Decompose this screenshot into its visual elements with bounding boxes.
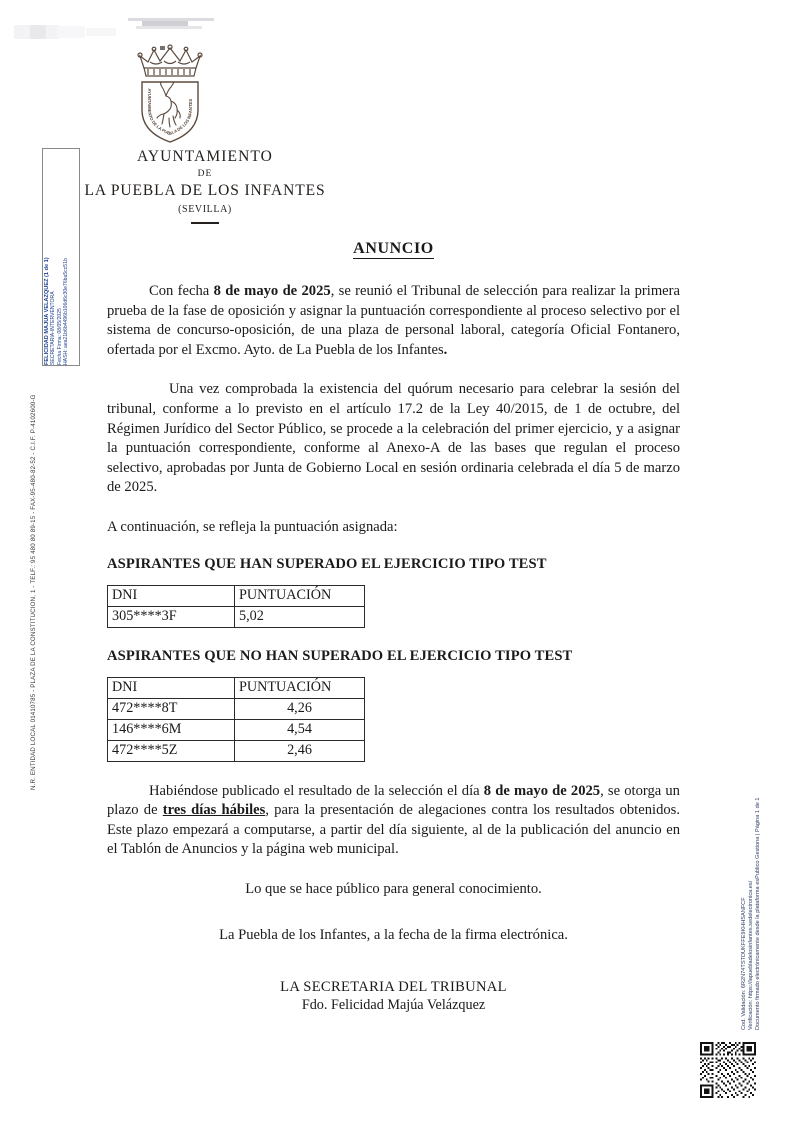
p4-mid: , se otorga un plazo de	[107, 782, 680, 819]
signatory-name: Fdo. Felicidad Majúa Velázquez	[301, 997, 486, 1014]
p4-prefix: Habiéndose publicado el resultado de la selección el día	[149, 782, 484, 799]
paragraph-publico: Lo que se hace público para general conocimiento.	[245, 880, 542, 897]
stamp-hash: HASH: aea21b6b4496b106d6c30e76ba5cc51b	[62, 258, 69, 365]
coat-of-arms-icon	[128, 38, 212, 148]
column-header-dni: DNI	[108, 677, 235, 698]
column-header-dni: DNI	[108, 585, 235, 606]
cell-score: 4,26	[235, 698, 365, 719]
p4-rest: , para la presentación de alegaciones contra los resultados obtenidos. Este plazo empezará a computarse, a partir del día siguiente, al de la publicación del anuncio en el Tablón de Anuncios y la página web municipal.	[107, 802, 680, 858]
letterhead-divider	[191, 222, 219, 224]
p1-period: .	[443, 341, 448, 358]
cell-score: 5,02	[235, 606, 365, 627]
table-passed-candidates	[107, 585, 365, 628]
section-heading-failed: ASPIRANTES QUE NO HAN SUPERADO EL EJERCICIO TIPO TEST	[107, 647, 573, 664]
stamp-sign-date: Fecha Firma: 08/05/2025	[56, 308, 63, 365]
stamp-signer-role: SECRETARIA-INTERVENTORA	[50, 291, 57, 365]
table-row	[108, 719, 365, 740]
letterhead-de: DE	[197, 169, 213, 179]
cell-dni: 146****6M	[108, 719, 235, 740]
stamp-signer-name: FELICIDAD MAJUA VELAZQUEZ (1 de 1)	[44, 257, 50, 365]
svg-text:AYUNTAMIENTO DE LA PUEBLA DE L: AYUNTAMIENTO DE LA PUEBLA DE LOS INFANTES	[146, 88, 194, 137]
p1-rest: , se reunió el Tribunal de selección para realizar la primera prueba de la fase de oposición y asignar la puntuación correspondiente al proceso selectivo por el sistema de concurso-oposición, de una plaza de personal laboral, categoría Oficial Fontanero, ofertada por el Excmo. Ayto. de La Puebla de los Infantes	[107, 283, 680, 358]
signature-block	[107, 979, 680, 1014]
paragraph-place-date: La Puebla de los Infantes, a la fecha de la firma electrónica.	[219, 926, 568, 943]
scan-artifact	[136, 26, 202, 29]
table-row	[108, 740, 365, 761]
table-failed-candidates	[107, 677, 365, 762]
cell-dni: 472****5Z	[108, 740, 235, 761]
paragraph-quorum: Una vez comprobada la existencia del quórum necesario para celebrar la sesión del tribunal, conforme a lo previsto en el artículo 17.2 de la Ley 40/2015, de 1 de octubre, del Régimen Jurídico del Sector Público, se procede a la celebración del primer ejercicio, y a asignar la puntuación correspondiente, conforme al Anexo-A de las bases que regulan el proceso selectivo, aprobadas por Junta de Gobierno Local en sesión ordinaria celebrada el día 5 de marzo de 2025.	[107, 381, 680, 496]
cell-dni: 305****3F	[108, 606, 235, 627]
document-body	[107, 240, 680, 1014]
scan-artifact	[86, 28, 116, 36]
qr-code-icon[interactable]	[700, 1042, 756, 1098]
table-header-row	[108, 677, 365, 698]
p4-plazo: tres días hábiles	[162, 802, 266, 819]
letterhead-entity: AYUNTAMIENTO	[137, 148, 273, 165]
section-heading-passed: ASPIRANTES QUE HAN SUPERADO EL EJERCICIO TIPO TEST	[107, 555, 547, 572]
scan-artifact	[30, 25, 46, 39]
letterhead	[60, 148, 350, 224]
page-title-text: ANUNCIO	[353, 240, 434, 257]
paragraph-alegaciones	[107, 782, 680, 860]
table-header-row	[108, 585, 365, 606]
cell-dni: 472****8T	[108, 698, 235, 719]
page-title	[107, 240, 680, 258]
column-header-puntuacion: PUNTUACIÓN	[235, 585, 365, 606]
p1-date: 8 de mayo de 2025	[213, 283, 331, 299]
verification-platform: Documento firmado electrónicamente desde la plataforma esPublico Gestiona | Página 1 de 1	[755, 797, 761, 1030]
column-header-puntuacion: PUNTUACIÓN	[235, 677, 365, 698]
cell-score: 2,46	[235, 740, 365, 761]
letterhead-province: (SEVILLA)	[178, 204, 232, 215]
cell-score: 4,54	[235, 719, 365, 740]
paragraph-convocatoria	[107, 282, 680, 360]
verification-url: Verificación: https://lapuebladelosinfantes.sedelectronica.es/	[748, 880, 754, 1030]
table-row	[108, 698, 365, 719]
scan-artifact	[57, 26, 85, 38]
electronic-signature-stamp	[42, 148, 80, 366]
p4-date: 8 de mayo de 2025	[483, 782, 601, 799]
table-row	[108, 606, 365, 627]
verification-footer	[741, 798, 762, 1031]
letterhead-municipality: LA PUEBLA DE LOS INFANTES	[84, 182, 326, 199]
p1-prefix: Con fecha	[149, 283, 214, 299]
verification-code: Cod. Validación: 6R2N74TSTDUKFFE9KHHSANFCF	[741, 897, 747, 1030]
signatory-role: LA SECRETARIA DEL TRIBUNAL	[280, 979, 507, 996]
left-margin-entity-info: N.R. ENTIDAD LOCAL 01410785 - PLAZA DE LA CONSTITUCION, 1 - TELF.: 95 480 80 89-15 - FAX-95-480-82-52 - C.I.F. P-4102600-G	[30, 394, 37, 790]
paragraph-intro-tables: A continuación, se refleja la puntuación asignada:	[107, 518, 398, 535]
